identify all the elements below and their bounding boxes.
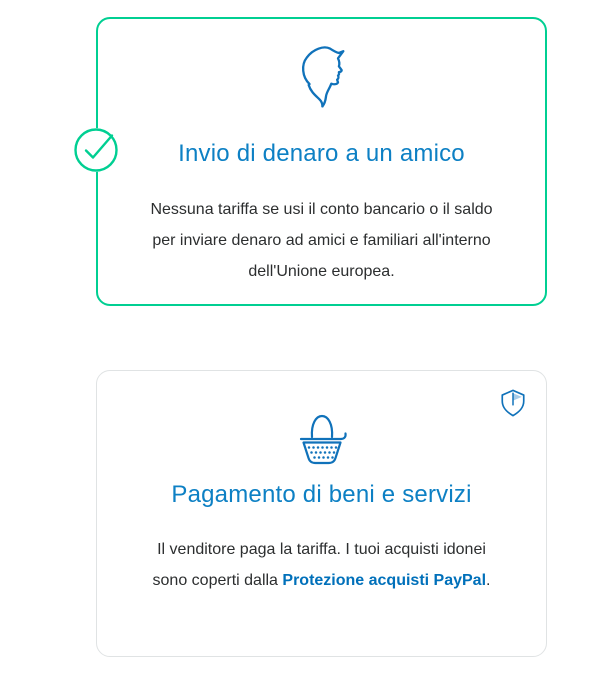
person-profile-icon bbox=[298, 43, 346, 111]
description-text-period: . bbox=[486, 572, 491, 589]
card-title: Pagamento di beni e servizi bbox=[171, 481, 472, 508]
shopping-basket-icon bbox=[290, 407, 354, 465]
card-description bbox=[141, 534, 503, 596]
card-title: Invio di denaro a un amico bbox=[178, 140, 465, 167]
card-description: Nessuna tariffa se usi il conto bancario o il saldo per inviare denaro ad amici e familiari all'interno dell'Unione europea. bbox=[150, 201, 493, 280]
purchase-protection-link[interactable]: Protezione acquisti PayPal bbox=[282, 572, 487, 589]
selected-check-icon bbox=[74, 128, 118, 172]
shield-icon bbox=[499, 388, 527, 418]
card-payment-goods-services[interactable] bbox=[96, 370, 547, 657]
card-send-money-to-friend[interactable] bbox=[96, 17, 547, 306]
description-text: Il venditore paga la tariffa. I tuoi acquisti idonei sono coperti dalla bbox=[152, 541, 486, 589]
